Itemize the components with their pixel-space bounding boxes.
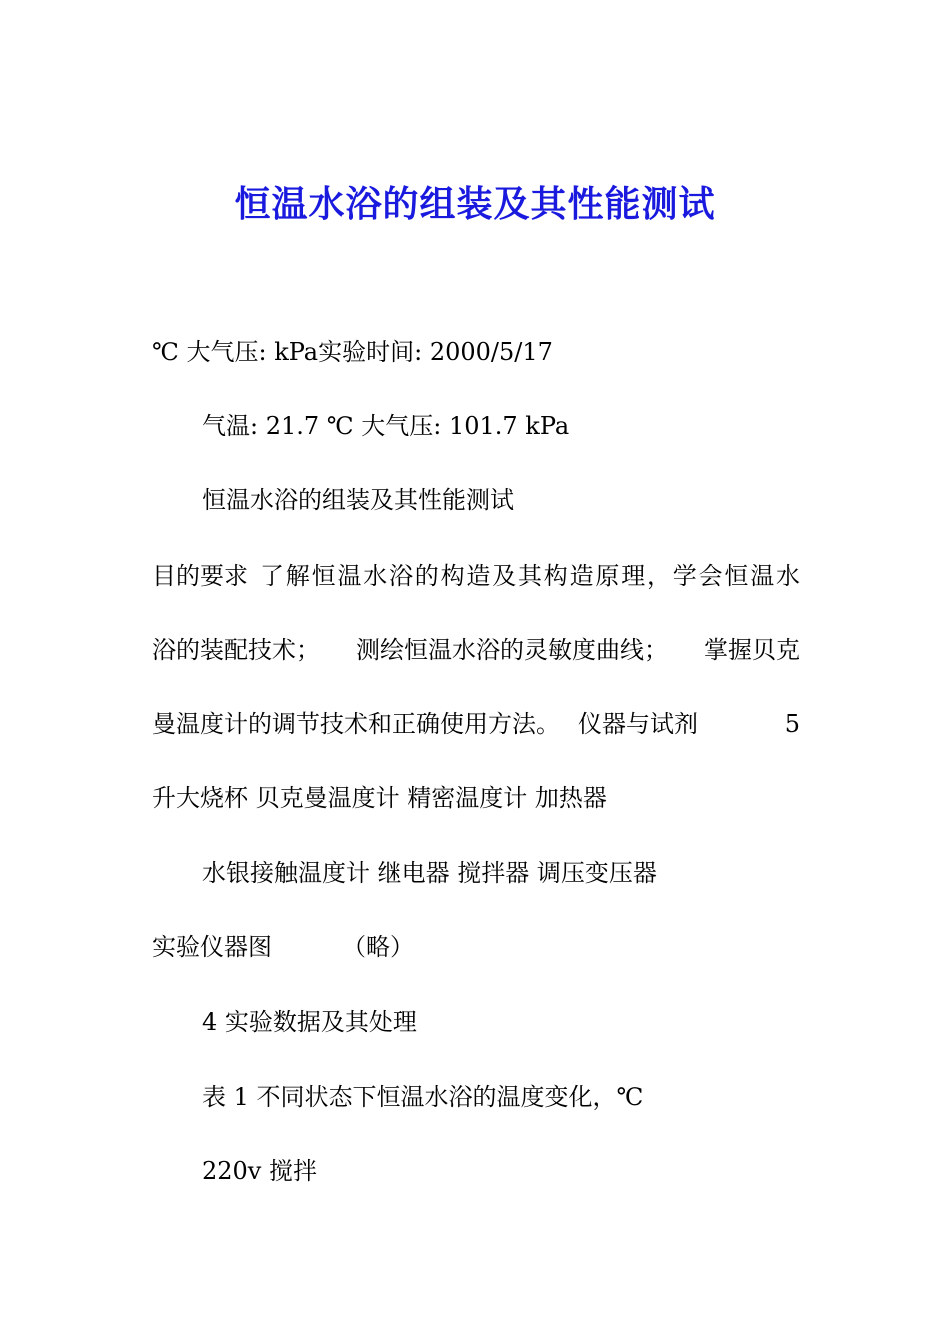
table-caption: 表 1 不同状态下恒温水浴的温度变化，℃ <box>202 1083 644 1111</box>
document-title: 恒温水浴的组装及其性能测试 <box>234 183 716 225</box>
subtitle-line: 恒温水浴的组装及其性能测试 <box>202 486 514 514</box>
paragraph-row <box>152 634 800 666</box>
equipment-line: 水银接触温度计 继电器 搅拌器 调压变压器 <box>202 859 657 887</box>
diagram-line <box>152 931 414 963</box>
paragraph-text: 了解恒温水浴的构造及其构造原理，学会恒温水 <box>260 562 800 590</box>
equipment-line: 升大烧杯 贝克曼温度计 精密温度计 加热器 <box>152 784 607 812</box>
section-heading: 仪器与试剂 <box>578 710 698 738</box>
conditions-line: ℃ 大气压: kPa实验时间: 2000/5/17 <box>152 338 553 366</box>
diagram-label: 实验仪器图 <box>152 933 272 961</box>
paragraph-text: 掌握贝克 <box>704 636 800 664</box>
paragraph-row <box>152 560 800 592</box>
table-text: 220v 搅拌 <box>202 1157 317 1185</box>
paragraph-text: 5 <box>784 710 800 738</box>
diagram-note: （略） <box>342 933 414 961</box>
weather-line: 气温: 21.7 ℃ 大气压: 101.7 kPa <box>202 412 570 440</box>
section-heading: 目的要求 <box>152 562 248 590</box>
paragraph-text: 浴的装配技术； <box>152 636 320 664</box>
paragraph-text: 曼温度计的调节技术和正确使用方法。 <box>152 710 560 738</box>
paragraph-row <box>152 708 800 740</box>
section-heading: 4 实验数据及其处理 <box>202 1008 417 1036</box>
paragraph-text: 测绘恒温水浴的灵敏度曲线； <box>356 636 668 664</box>
